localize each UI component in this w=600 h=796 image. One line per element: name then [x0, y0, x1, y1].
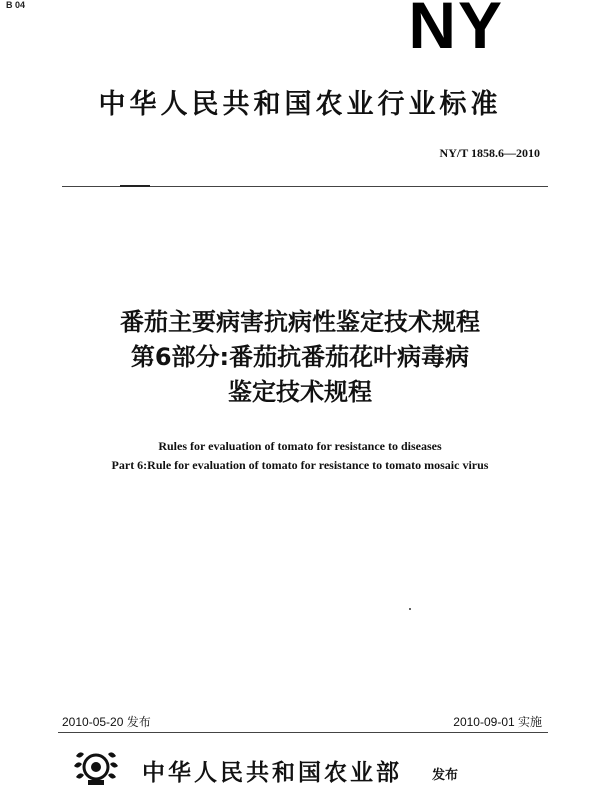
- classification-code: B 04: [6, 0, 26, 10]
- top-divider-accent: [120, 185, 150, 187]
- title-line-1: 番茄主要病害抗病性鉴定技术规程: [120, 308, 480, 336]
- standard-title: 中华人民共和国农业行业标准: [98, 89, 502, 120]
- ny-logo: NY: [408, 0, 504, 62]
- document-title: [0, 305, 600, 410]
- stray-mark: [409, 608, 411, 610]
- issue-label: 发布: [432, 768, 459, 783]
- title-line-2: 第6部分:番茄抗番茄花叶病毒病: [130, 343, 470, 371]
- english-title-line-2: Part 6:Rule for evaluation of tomato for resistance to tomato mosaic virus: [111, 458, 489, 472]
- standard-number: NY/T 1858.6—2010: [439, 146, 540, 160]
- implementation-date: 2010-09-01 实施: [453, 715, 542, 729]
- issue-date: 2010-05-20 发布: [62, 715, 151, 729]
- english-title: [0, 437, 600, 475]
- ministry-emblem-icon: [70, 746, 122, 788]
- bottom-divider: [58, 732, 548, 733]
- ministry-name: 中华人民共和国农业部: [142, 760, 402, 786]
- english-title-line-1: Rules for evaluation of tomato for resistance to diseases: [158, 439, 442, 453]
- title-line-3: 鉴定技术规程: [228, 378, 372, 406]
